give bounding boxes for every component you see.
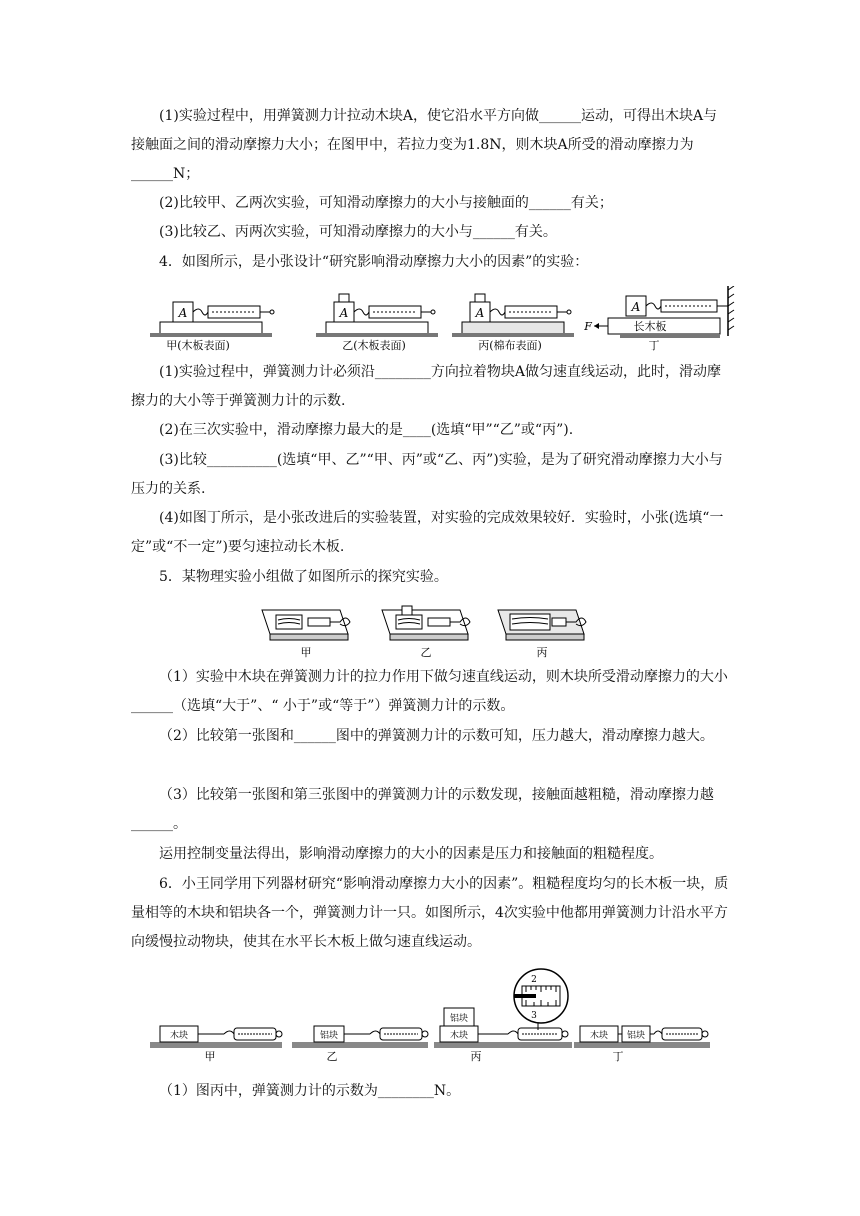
q4-setup-yi — [316, 294, 438, 352]
aluminum-block-label: 铝块 — [626, 1031, 646, 1041]
q5-stem: 5．某物理实验小组做了如图所示的探究实验。 — [159, 569, 448, 585]
q5-setup-yi — [382, 606, 470, 659]
force-f-label: F — [584, 320, 592, 333]
wood-block-label: 木块 — [449, 1031, 469, 1041]
magnified-scale-icon — [514, 969, 568, 1030]
q4-cap-yi: 乙(木板表面) — [342, 339, 406, 352]
q5-conclusion: 运用控制变量法得出，影响滑动摩擦力的大小的因素是压力和接触面的粗糙程度。 — [159, 846, 663, 862]
q5-cap-bing: 丙 — [536, 646, 548, 659]
q6-setup-yi — [292, 1026, 428, 1063]
q6-part1: （1）图丙中，弹簧测力计的示数为________N。 — [159, 1083, 461, 1099]
q4-part4: (4)如图丁所示，是小张改进后的实验装置，对实验的完成效果较好．实验时，小张(选填“一定”或“不一定”)要匀速拉动长木板. — [131, 510, 724, 555]
scale-top-number: 2 — [531, 975, 537, 985]
q5-part2: （2）比较第一张图和______图中的弹簧测力计的示数可知，压力越大，滑动摩擦力越大。 — [159, 728, 714, 744]
q4-setup-bing — [452, 294, 574, 352]
q4-part1: (1)实验过程中，弹簧测力计必须沿________方向拉着物块A做匀速直线运动，此时，滑动摩擦力的大小等于弹簧测力计的示数. — [131, 364, 721, 409]
q3-part3: (3)比较乙、丙两次实验，可知滑动摩擦力的大小与______有关。 — [159, 224, 557, 240]
q6-setup-bing — [434, 969, 572, 1063]
q6-cap-jia: 甲 — [204, 1050, 216, 1063]
aluminum-block-label: 铝块 — [449, 1014, 469, 1024]
wood-block-label: 木块 — [589, 1031, 609, 1041]
q6-cap-yi: 乙 — [326, 1050, 338, 1063]
block-a-label: A — [475, 306, 485, 320]
q5-cap-yi: 乙 — [420, 646, 432, 659]
q3-part2: (2)比较甲、乙两次实验，可知滑动摩擦力的大小与接触面的______有关； — [159, 195, 613, 211]
q5-setup-jia — [262, 610, 350, 659]
q6-setup-jia — [150, 1026, 282, 1063]
q4-setup-ding — [583, 286, 734, 352]
q6-stem: 6．小王同学用下列器材研究“影响滑动摩擦力大小的因素”。粗糙程度均匀的长木板一块，质量相等的木块和铝块各一个，弹簧测力计一只。如图所示，4次实验中他都用弹簧测力计沿水平方向缓慢拉动物块，使其在水平长木板上做匀速直线运动。 — [131, 876, 729, 950]
q4-part3: (3)比较__________(选填“甲、乙”“甲、丙”或“乙、丙”)实验，是为了研究滑动摩擦力大小与压力的关系. — [131, 452, 723, 497]
q4-stem: 4．如图所示，是小张设计“研究影响滑动摩擦力大小的因素”的实验： — [159, 254, 589, 270]
q4-cap-ding: 丁 — [648, 339, 660, 352]
q6-setup-ding — [574, 1026, 710, 1063]
wood-block-label: 木块 — [169, 1031, 189, 1041]
long-board-label: 长木板 — [633, 320, 667, 333]
q5-part1: （1）实验中木块在弹簧测力计的拉力作用下做匀速直线运动，则木块所受滑动摩擦力的大小______（选填“大于”、“ 小于”或“等于”）弹簧测力计的示数。 — [131, 669, 728, 714]
block-a-label: A — [178, 306, 188, 320]
q5-part3: （3）比较第一张图和第三张图中的弹簧测力计的示数发现，接触面越粗糙，滑动摩擦力越______。 — [131, 787, 714, 832]
block-a-label: A — [631, 300, 641, 314]
q6-cap-ding: 丁 — [612, 1050, 624, 1063]
scale-bottom-number: 3 — [531, 1011, 537, 1021]
q5-cap-jia: 甲 — [300, 646, 312, 659]
aluminum-block-label: 铝块 — [319, 1031, 339, 1041]
q4-cap-bing: 丙(棉布表面) — [478, 339, 542, 352]
q5-figure — [258, 598, 598, 660]
q5-setup-bing — [498, 610, 586, 659]
q4-cap-jia: 甲(木板表面) — [166, 339, 230, 352]
q6-figure — [150, 968, 714, 1072]
q4-figure — [150, 286, 740, 358]
q3-part1: (1)实验过程中，用弹簧测力计拉动木块A，使它沿水平方向做______运动，可得出木块A与接触面之间的滑动摩擦力大小；在图甲中，若拉力变为1.8N，则木块A所受的滑动摩擦力为______N； — [131, 108, 718, 182]
q6-cap-bing: 丙 — [470, 1050, 482, 1063]
block-a-label: A — [339, 306, 349, 320]
q4-setup-jia — [150, 302, 274, 352]
q4-part2: (2)在三次实验中，滑动摩擦力最大的是____(选填“甲”“乙”或“丙”). — [159, 422, 574, 438]
